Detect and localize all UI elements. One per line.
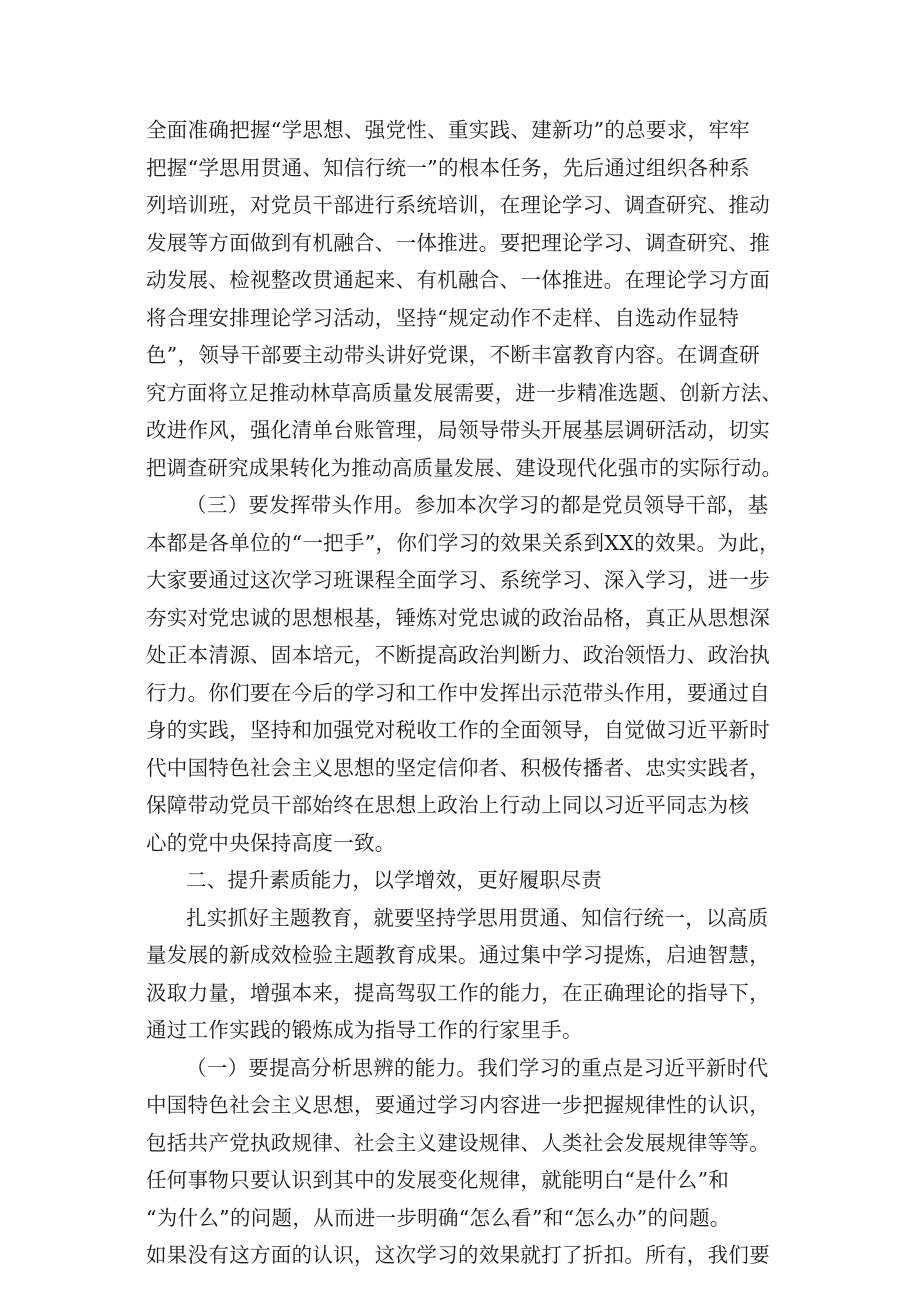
text-line: 心的党中央保持高度一致。 — [146, 830, 396, 855]
text-line: 动发展、检视整改贯通起来、有机融合、一体推进。在理论学习方面 — [146, 268, 770, 292]
text-line: 将合理安排理论学习活动，坚持“规定动作不走样、自选动作显特 — [146, 305, 740, 330]
text-line: 二、提升素质能力，以学增效，更好履职尽责 — [186, 868, 602, 892]
text-line: 行力。你们要在今后的学习和工作中发挥出示范带头作用，要通过自 — [146, 680, 770, 705]
text-line: 如果没有这方面的认识，这次学习的效果就打了折扣。所有，我们要 — [146, 1243, 770, 1267]
text-line: 把调查研究成果转化为推动高质量发展、建设现代化强市的实际行动。 — [146, 455, 783, 480]
text-line: 大家要通过这次学习班课程全面学习、系统学习、深入学习，进一步 — [146, 568, 770, 592]
text-line: 中国特色社会主义思想，要通过学习内容进一步把握规律性的认识， — [146, 1093, 770, 1117]
text-line: 处正本清源、固本培元，不断提高政治判断力、政治领悟力、政治执 — [146, 643, 770, 667]
text-line: 全面准确把握“学思想、强党性、重实践、建新功”的总要求，牢牢 — [146, 118, 750, 142]
text-line: 保障带动党员干部始终在思想上政治上行动上同以习近平同志为核 — [146, 793, 750, 817]
text-line: 把握“学思用贯通、知信行统一”的根本任务，先后通过组织各种系 — [146, 155, 750, 180]
text-line: “为什么”的问题，从而进一步明确“怎么看”和“怎么办”的问题。 — [146, 1205, 731, 1230]
text-line: 量发展的新成效检验主题教育成果。通过集中学习提炼，启迪智慧， — [146, 943, 770, 967]
text-line: 改进作风，强化清单台账管理，局领导带头开展基层调研活动，切实 — [146, 418, 770, 442]
text-line: 本都是各单位的“一把手”，你们学习的效果关系到XX的效果。为此， — [146, 530, 780, 555]
text-line: 夯实对党忠诚的思想根基，锤炼对党忠诚的政治品格，真正从思想深 — [146, 605, 770, 630]
text-line: 包括共产党执政规律、社会主义建设规律、人类社会发展规律等等。 — [146, 1130, 770, 1155]
text-line: 身的实践，坚持和加强党对税收工作的全面领导，自觉做习近平新时 — [146, 718, 770, 742]
text-line: 色”，领导干部要主动带头讲好党课，不断丰富教育内容。在调查研 — [146, 343, 760, 367]
text-line: 发展等方面做到有机融合、一体推进。要把理论学习、调查研究、推 — [146, 230, 770, 255]
text-line: （三）要发挥带头作用。参加本次学习的都是党员领导干部，基 — [186, 493, 769, 517]
text-line: 任何事物只要认识到其中的发展变化规律，就能明白“是什么”和 — [146, 1168, 730, 1192]
text-line: 代中国特色社会主义思想的坚定信仰者、积极传播者、忠实实践者， — [146, 755, 770, 780]
text-line: 列培训班，对党员干部进行系统培训，在理论学习、调查研究、推动 — [146, 193, 770, 217]
text-line: 扎实抓好主题教育，就要坚持学思用贯通、知信行统一，以高质 — [186, 905, 769, 930]
text-line: 汲取力量，增强本来，提高驾驭工作的能力，在正确理论的指导下， — [146, 980, 770, 1005]
text-line: （一）要提高分析思辨的能力。我们学习的重点是习近平新时代 — [186, 1055, 769, 1080]
text-line: 通过工作实践的锻炼成为指导工作的行家里手。 — [146, 1018, 583, 1042]
document-body-text — [146, 112, 786, 1275]
text-line: 究方面将立足推动林草高质量发展需要，进一步精准选题、创新方法、 — [146, 380, 783, 405]
